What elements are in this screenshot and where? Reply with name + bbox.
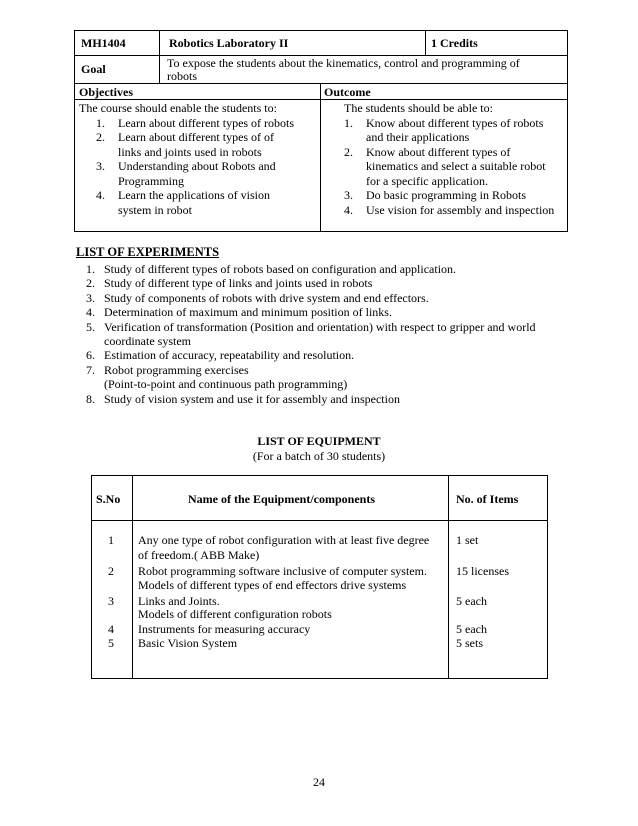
- experiment-item: [86, 392, 566, 406]
- experiment-item-number: 4.: [86, 305, 95, 320]
- experiment-item-number: 2.: [86, 276, 95, 291]
- objectives-list: [96, 116, 315, 218]
- goal-text: [167, 57, 563, 83]
- items-header: No. of Items: [456, 492, 519, 506]
- objectives-intro: The course should enable the students to:: [79, 101, 277, 115]
- equipment-sno-cell: 5: [108, 636, 114, 650]
- experiment-item-number: 7.: [86, 362, 95, 377]
- experiment-item-text: Study of different type of links and joints used in robots: [104, 276, 373, 291]
- header-divider: [92, 520, 547, 521]
- experiment-item-text: (Point-to-point and continuous path programming): [104, 377, 348, 392]
- equipment-name-cell: Basic Vision System: [138, 636, 238, 650]
- objective-item: [96, 159, 315, 188]
- equipment-name-cell: Models of different configuration robots: [138, 607, 332, 621]
- experiment-item: [86, 276, 566, 290]
- page-number: 24: [313, 775, 325, 789]
- objectives-column: [79, 101, 315, 217]
- equipment-title: LIST OF EQUIPMENT: [257, 434, 381, 448]
- objective-item-number: 1.: [96, 115, 105, 130]
- sno-header: S.No: [96, 492, 121, 506]
- experiment-item-text: Verification of transformation (Position and orientation) with respect to gripper and world: [104, 319, 536, 334]
- outcome-item-text: for a specific application.: [366, 173, 488, 188]
- experiment-item-number: 8.: [86, 391, 95, 406]
- equipment-sno-cell: 3: [108, 594, 114, 608]
- experiment-item: [86, 348, 566, 362]
- experiment-item: [86, 291, 566, 305]
- outcome-item-text: Know about different types of robots: [366, 115, 544, 130]
- equipment-name-cell: Instruments for measuring accuracy: [138, 622, 311, 636]
- col-divider: [320, 83, 321, 231]
- col-divider: [425, 31, 426, 55]
- outcome-item-number: 2.: [344, 144, 353, 159]
- equipment-name-cell: Robot programming software inclusive of computer system.: [138, 564, 427, 578]
- col-divider: [448, 476, 449, 678]
- equipment-table: [91, 475, 548, 679]
- row-divider: [75, 83, 567, 84]
- equipment-sno-cell: 4: [108, 622, 114, 636]
- outcome-item-number: 1.: [344, 115, 353, 130]
- experiments-list: [86, 262, 566, 406]
- experiment-item-text: Study of vision system and use it for assembly and inspection: [104, 391, 400, 406]
- objective-item-text: Learn about different types of robots: [118, 115, 295, 130]
- outcome-list: [344, 116, 566, 218]
- equipment-items-cell: 15 licenses: [456, 564, 509, 578]
- objective-item-text: Programming: [118, 173, 184, 188]
- objective-item-text: links and joints used in robots: [118, 144, 262, 159]
- outcome-item-number: 4.: [344, 202, 353, 217]
- course-header-table: [74, 30, 568, 232]
- outcome-item: [344, 145, 566, 189]
- row-divider: [75, 99, 567, 100]
- objective-item-text: Learn the applications of vision: [118, 188, 270, 202]
- experiment-item: [86, 320, 566, 349]
- outcome-label: Outcome: [324, 85, 371, 99]
- col-divider: [159, 31, 160, 83]
- outcome-item: [344, 188, 566, 203]
- course-credits: 1 Credits: [431, 36, 478, 50]
- equipment-subtitle: (For a batch of 30 students): [252, 449, 386, 463]
- course-title: Robotics Laboratory II: [169, 36, 289, 50]
- equipment-items-cell: 5 each: [456, 594, 487, 608]
- outcome-item-text: Do basic programming in Robots: [366, 188, 526, 202]
- equipment-items-cell: 5 each: [456, 622, 487, 636]
- col-divider: [132, 476, 133, 678]
- goal-label: Goal: [81, 62, 106, 76]
- objective-item-text: Understanding about Robots and: [118, 159, 276, 173]
- equipment-items-cell: 5 sets: [456, 636, 483, 650]
- experiment-item: [86, 363, 566, 392]
- experiment-item-text: Robot programming exercises: [104, 362, 249, 377]
- equipment-name-cell: Models of different types of end effectors drive systems: [138, 578, 407, 592]
- equipment-name-cell: of freedom.( ABB Make): [138, 548, 260, 562]
- outcome-item-number: 3.: [344, 188, 353, 202]
- outcome-item-text: Know about different types of: [366, 144, 511, 159]
- outcome-item: [344, 203, 566, 218]
- equipment-name-cell: Any one type of robot configuration with at least five degree: [138, 533, 430, 547]
- experiment-item-number: 6.: [86, 348, 95, 363]
- objective-item-text: system in robot: [118, 202, 192, 217]
- equipment-sno-cell: 2: [108, 564, 114, 578]
- equipment-sno-cell: 1: [108, 533, 114, 547]
- experiment-item-text: Study of components of robots with drive system and end effectors.: [104, 290, 429, 305]
- objective-item-number: 2.: [96, 130, 105, 144]
- objectives-label: Objectives: [79, 85, 133, 99]
- experiment-item-number: 5.: [86, 319, 95, 334]
- objective-item: [96, 188, 315, 217]
- experiment-item-text: Study of different types of robots based on configuration and application.: [104, 262, 457, 276]
- experiment-item: [86, 262, 566, 276]
- outcome-item-text: kinematics and select a suitable robot: [366, 159, 546, 173]
- name-header: Name of the Equipment/components: [188, 492, 376, 506]
- experiment-item-text: Determination of maximum and minimum position of links.: [104, 305, 392, 320]
- objective-item: [96, 130, 315, 159]
- objective-item-text: Learn about different types of of: [118, 130, 275, 144]
- equipment-name-cell: Links and Joints.: [138, 594, 220, 608]
- experiment-item-text: coordinate system: [104, 334, 191, 349]
- outcome-column: [344, 101, 566, 217]
- outcome-intro: The students should be able to:: [344, 101, 493, 115]
- experiment-item: [86, 305, 566, 319]
- experiment-item-number: 3.: [86, 290, 95, 305]
- course-code: MH1404: [81, 36, 126, 50]
- experiment-item-text: Estimation of accuracy, repeatability and resolution.: [104, 348, 355, 363]
- experiments-title: LIST OF EXPERIMENTS: [76, 245, 220, 259]
- objective-item-number: 4.: [96, 188, 105, 202]
- goal-text-line: To expose the students about the kinematics, control and programming of: [167, 56, 520, 70]
- outcome-item-text: Use vision for assembly and inspection: [366, 202, 555, 217]
- objective-item: [96, 116, 315, 131]
- equipment-items-cell: 1 set: [456, 533, 479, 547]
- experiment-item-number: 1.: [86, 262, 95, 276]
- objective-item-number: 3.: [96, 159, 105, 173]
- outcome-item: [344, 116, 566, 145]
- outcome-item-text: and their applications: [366, 130, 470, 144]
- goal-text-line: robots: [167, 69, 197, 83]
